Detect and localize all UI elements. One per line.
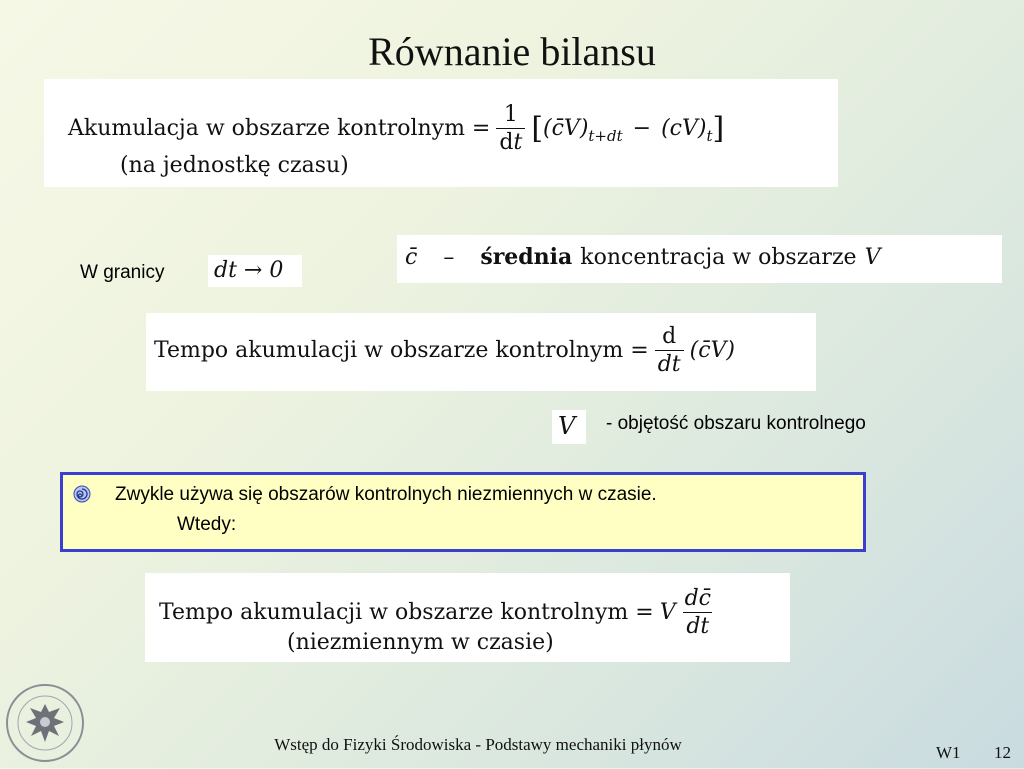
page-number: 12 (994, 743, 1011, 762)
cbar-definition-var: V (864, 244, 881, 270)
accumulation-rate-equation (146, 313, 816, 391)
limit-math: dt → 0 (214, 258, 284, 283)
limit-math-box (208, 255, 302, 287)
callout-line-2: Wtedy: (177, 514, 237, 535)
per-unit-time-note: (na jednostkę czasu) (120, 153, 349, 178)
term-cbarV: (c̄V) (543, 116, 589, 142)
swirl-bullet-icon (73, 485, 91, 503)
term-cbarV-subscript: t+dt (588, 126, 623, 145)
v-symbol-box (552, 410, 586, 444)
open-bracket: [ (531, 110, 544, 146)
callout-line-1: Zwykle używa się obszarów kontrolnych niezmiennych w czasie. (115, 484, 657, 505)
footer-section: W1 (936, 743, 961, 762)
rate-rhs: (c̄V) (689, 338, 735, 364)
v-definition-text: - objętość obszaru kontrolnego (606, 413, 866, 434)
constant-in-time-note: (niezmiennym w czasie) (287, 630, 554, 655)
cbar-symbol: c̄ (405, 244, 418, 270)
constant-volume-callout (60, 472, 866, 552)
cv-volume-var: V (659, 600, 676, 626)
constant-volume-equation (145, 573, 790, 662)
minus-sign: − (632, 116, 652, 142)
cv-lhs: Tempo akumulacji w obszarze kontrolnym = (159, 600, 654, 626)
limit-label: W granicy (80, 262, 165, 283)
accumulation-equation (44, 79, 838, 187)
dcbar-over-dt-fraction: $\frac{dc̄}{dt}$ (684, 586, 711, 640)
d-over-dt-fraction: $\frac{d}{dt}$ (655, 325, 684, 376)
definition-dash: – (443, 244, 455, 270)
srednia-word: średnia (480, 244, 573, 270)
term-cV: (cV) (661, 116, 707, 142)
cbar-definition-text: koncentracja w obszarze (580, 244, 857, 270)
slide-title: Równanie bilansu (368, 29, 656, 74)
close-bracket: ] (712, 110, 725, 146)
v-symbol: V (558, 412, 576, 440)
footer-text: Wstęp do Fizyki Środowiska - Podstawy mechaniki płynów (274, 735, 682, 754)
cbar-definition (397, 235, 1002, 283)
rate-lhs: Tempo akumulacji w obszarze kontrolnym = (154, 338, 649, 364)
accumulation-lhs: Akumulacja w obszarze kontrolnym = (68, 116, 491, 142)
term-cV-subscript: t (706, 126, 713, 145)
one-over-dt-fraction: $\frac{1}{dt}$ (496, 103, 525, 154)
